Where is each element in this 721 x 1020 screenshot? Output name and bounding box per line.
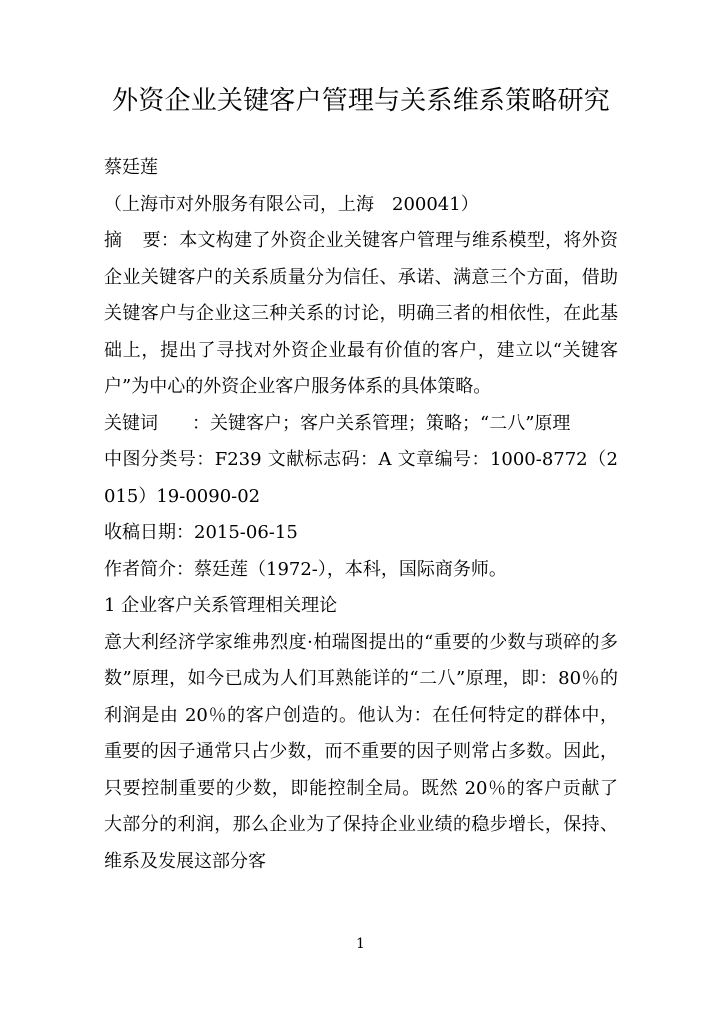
received-date: 收稿日期：2015-06-15 <box>104 522 298 543</box>
keywords-separator: ： <box>192 412 210 434</box>
keywords-block <box>104 406 618 443</box>
author-name: 蔡廷莲 <box>104 157 158 178</box>
page-title: 外资企业关键客户管理与关系维系策略研究 <box>112 86 610 116</box>
author-affiliation: （上海市对外服务有限公司，上海 200041） <box>104 193 479 215</box>
abstract-label-zhai: 摘 <box>104 230 123 251</box>
body-paragraph: 意大利经济学家维弗烈度·柏瑞图提出的“重要的少数与琐碎的多数”原理，如今已成为人们耳熟能详的“二八”原理，即：80％的利润是由 20％的客户创造的。他认为：在任何特定的群体中，重要的因子通常只占少数，而不重要的因子则常占多数。因此，只要控制重要的少数，即能控制全局。既然 20％的客户贡献了大部分的利润，那么企业为了保持企业业绩的稳步增长，保持、维系及发展这部分客 <box>104 631 618 872</box>
clc-and-article-number: 中图分类号：F239 文献标志码：A 文章编号：1000-8772（2015）19-0090-02 <box>104 449 619 507</box>
document-content <box>104 0 618 880</box>
author-bio: 作者简介：蔡廷莲（1972-），本科，国际商务师。 <box>104 558 507 580</box>
keywords-label: 关键词 <box>104 412 158 434</box>
section-heading-1: 1 企业客户关系管理相关理论 <box>104 595 338 616</box>
abstract-block <box>104 223 618 406</box>
page-number: 1 <box>356 936 365 952</box>
abstract-text: 本文构建了外资企业关键客户管理与维系模型，将外资企业关键客户的关系质量分为信任、承诺、满意三个方面，借助关键客户与企业这三种关系的讨论，明确三者的相依性，在此基础上，提出了寻找对外资企业最有价值的客户，建立以“关键客户”为中心的外资企业客户服务体系的具体策略。 <box>104 230 618 397</box>
abstract-label-yao: 要： <box>142 230 180 251</box>
keywords-text: 关键客户；客户关系管理；策略；“二八”原理 <box>210 412 571 434</box>
